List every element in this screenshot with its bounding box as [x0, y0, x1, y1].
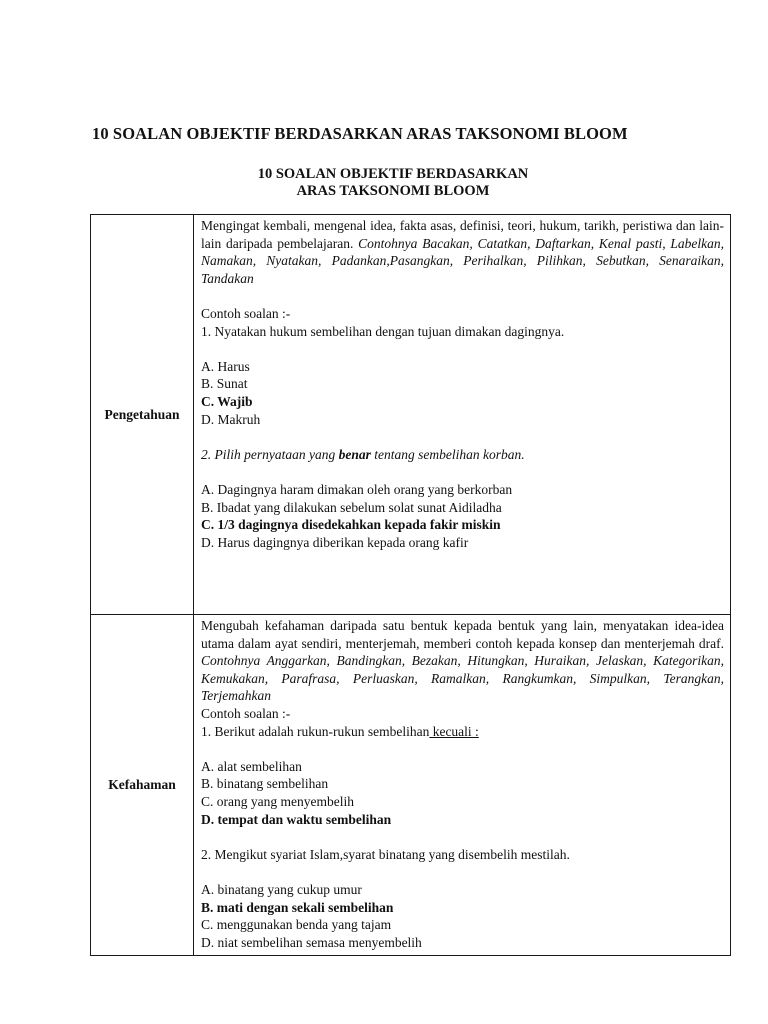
level-description — [201, 617, 724, 705]
level-description — [201, 217, 724, 287]
example-label: Contoh soalan :- — [201, 705, 291, 721]
question-1-underlined: kecuali : — [429, 723, 479, 739]
table-row — [91, 615, 731, 956]
table-row — [91, 215, 731, 615]
answer-option: A. Harus — [201, 358, 250, 374]
answer-option: C. menggunakan benda yang tajam — [201, 917, 392, 933]
question-2-emphasis: benar — [338, 446, 371, 462]
question-1-text: 1. Berikut adalah rukun-rukun sembelihan — [201, 723, 430, 739]
answer-option: B. binatang sembelihan — [201, 776, 329, 792]
bloom-taxonomy-table — [90, 214, 731, 956]
correct-answer-option: C. 1/3 dagingnya disedekahkan kepada fakir miskin — [201, 517, 501, 533]
correct-answer-option: D. tempat dan waktu sembelihan — [201, 811, 392, 827]
answer-option: B. Sunat — [201, 376, 248, 392]
example-verbs: Contohnya Anggarkan, Bandingkan, Bezakan, Hitungkan, Huraikan, Jelaskan, Kategorikan, Kemukakan, Parafrasa, Perluaskan, Ramalkan, Rangkumkan, Simpulkan, Terangkan, Terjemahkan — [201, 653, 724, 704]
answer-option: D. niat sembelihan semasa menyembelih — [201, 934, 422, 950]
example-verbs: Contohnya Bacakan, Catatkan, Daftarkan, Kenal pasti, Labelkan, Namakan, Nyatakan, Padankan,Pasangkan, Perihalkan, Pilihkan, Sebutkan, Senaraikan, Tandakan — [201, 235, 724, 286]
answer-option: B. Ibadat yang dilakukan sebelum solat sunat Aidiladha — [201, 499, 502, 515]
answer-option: D. Makruh — [201, 411, 261, 427]
description-text: Mengingat kembali, mengenal idea, fakta asas, definisi, teori, hukum, tarikh, peristiwa dan lain-lain daripada pembelajaran. — [201, 218, 724, 251]
page-title: 10 SOALAN OBJEKTIF BERDASARKAN ARAS TAKSONOMI BLOOM — [92, 124, 628, 143]
question-2: 2. Mengikut syariat Islam,syarat binatang yang disembelih mestilah. — [201, 846, 570, 862]
level-label: Kefahaman — [91, 615, 194, 956]
table-title-line-2: ARAS TAKSONOMI BLOOM — [296, 183, 490, 199]
level-label: Pengetahuan — [91, 215, 194, 615]
question-1: 1. Nyatakan hukum sembelihan dengan tujuan dimakan dagingnya. — [201, 323, 565, 339]
correct-answer-option: C. Wajib — [201, 393, 253, 409]
answer-option: C. orang yang menyembelih — [201, 793, 354, 809]
table-title-line-1: 10 SOALAN OBJEKTIF BERDASARKAN — [257, 166, 529, 182]
question-2-text: 2. Pilih pernyataan yang — [201, 446, 339, 462]
description-text: Mengubah kefahaman daripada satu bentuk kepada bentuk yang lain, menyatakan idea-idea utama dalam ayat sendiri, menterjemah, memberi contoh kepada konsep dan menterjemah draf. — [201, 618, 724, 651]
level-content — [194, 215, 731, 615]
question-2-text-end: tentang sembelihan korban. — [370, 446, 525, 462]
answer-option: D. Harus dagingnya diberikan kepada orang kafir — [201, 534, 469, 550]
question-2 — [201, 446, 724, 464]
answer-option: A. Dagingnya haram dimakan oleh orang yang berkorban — [201, 481, 513, 497]
level-content — [194, 615, 731, 956]
answer-option: A. alat sembelihan — [201, 758, 302, 774]
answer-option: A. binatang yang cukup umur — [201, 881, 362, 897]
example-label: Contoh soalan :- — [201, 305, 291, 321]
question-1 — [201, 723, 724, 741]
correct-answer-option: B. mati dengan sekali sembelihan — [201, 899, 394, 915]
